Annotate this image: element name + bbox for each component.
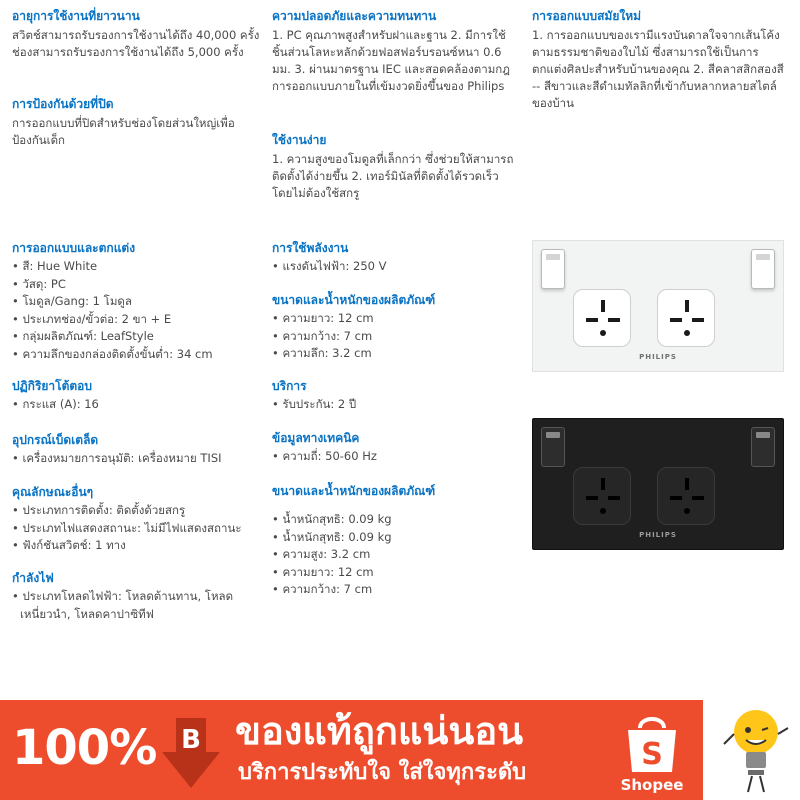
spec-item: • แรงดันไฟฟ้า: 250 V	[272, 258, 520, 276]
indicator-led	[546, 254, 560, 260]
indicator-led	[756, 254, 770, 260]
section-safety	[272, 8, 520, 95]
spec-dimensions	[272, 292, 520, 363]
shopping-bag-icon	[612, 714, 692, 776]
spec-item: • ความลึกของกล่องติดตั้งขั้นต่ำ: 34 cm	[12, 346, 260, 364]
spec-design	[12, 240, 260, 363]
brand-logo: PHILIPS	[639, 531, 677, 539]
spec-service	[272, 378, 520, 414]
switch-toggle-right	[751, 249, 775, 289]
spec-item: • ประเภทการติดตั้ง: ติดตั้งด้วยสกรู	[12, 502, 266, 520]
spec-item: • ฟังก์ชันสวิตช์: 1 ทาง	[12, 537, 266, 555]
spec-design-list	[12, 258, 260, 363]
spec-technical	[272, 430, 520, 466]
spec-item: • น้ำหนักสุทธิ: 0.09 kg	[272, 529, 520, 547]
banner-main-text: ของแท้ถูกแน่นอน	[235, 709, 524, 753]
spec-service-list	[272, 396, 520, 414]
spec-service-title: บริการ	[272, 379, 307, 393]
promo-banner-background	[0, 700, 703, 800]
spec-item: • วัสดุ: PC	[12, 276, 260, 294]
switch-toggle-left	[541, 427, 565, 467]
spec-item: • ประเภทไฟแสดงสถานะ: ไม่มีไฟแสดงสถานะ	[12, 520, 266, 538]
socket-outlet-right	[657, 289, 715, 347]
indicator-led	[546, 432, 560, 438]
spec-item: • ความยาว: 12 cm	[272, 564, 520, 582]
section-lifetime-text: สวิตช์สามารถรับรองการใช้งานได้ถึง 40,000 ครั้ง ช่องสามารถรับรองการใช้งานได้ถึง 5,000 ครั้ง	[12, 28, 260, 59]
socket-outlet-left	[573, 289, 631, 347]
spec-power-list	[12, 588, 260, 623]
spec-item: • เครื่องหมายการอนุมัติ: เครื่องหมาย TISI	[12, 450, 260, 468]
spec-energy-title: การใช้พลังงาน	[272, 241, 349, 255]
spec-accessory-title: อุปกรณ์เบ็ดเตล็ด	[12, 433, 99, 447]
banner-sub-text: บริการประทับใจ ใส่ใจทุกระดับ	[238, 760, 527, 785]
section-shutter-text: การออกแบบที่ปิดสำหรับช่องโดยส่วนใหญ่เพื่อป้องกันเด็ก	[12, 116, 235, 147]
spec-item: • ประเภทโหลดไฟฟ้า: โหลดต้านทาน, โหลดเหนี่ยวนำ, โหลดคาปาซิทีฟ	[12, 588, 260, 623]
spec-item: • ความสูง: 3.2 cm	[272, 546, 520, 564]
down-arrow-badge-icon	[162, 718, 220, 788]
spec-features-title: คุณลักษณะอื่นๆ	[12, 485, 94, 499]
section-easy-text: 1. ความสูงของโมดูลที่เล็กกว่า ซึ่งช่วยให้สามารถติดตั้งได้ง่ายขึ้น 2. เทอร์มินัลที่ติดตั้งได้รวดเร็ว โดยไม่ต้องใช้สกรู	[272, 152, 514, 200]
section-modern-text: 1. การออกแบบของเรามีแรงบันดาลใจจากเส้นโค้งตามธรรมชาติของใบไม้ ซึ่งสามารถใช้เป็นการตกแต่งศิลปะสำหรับบ้านของคุณ 2. สีคลาสสิกสองสี -- สีขาวและสีดำเมทัลลิกที่เข้ากับหลากหลายสไตล์ของบ้าน	[532, 28, 784, 110]
spec-performance-list	[12, 396, 260, 414]
svg-text:B: B	[181, 725, 201, 755]
section-easy-title: ใช้งานง่าย	[272, 133, 327, 147]
spec-item: • โมดูล/Gang: 1 โมดูล	[12, 293, 260, 311]
spec-power-title: กำลังไฟ	[12, 571, 54, 585]
spec-technical-list	[272, 448, 520, 466]
product-image-white	[532, 240, 784, 372]
spec-item: • กลุ่มผลิตภัณฑ์: LeafStyle	[12, 328, 260, 346]
spec-energy-list	[272, 258, 520, 276]
spec-dimensions-2-title: ขนาดและน้ำหนักของผลิตภัณฑ์	[272, 484, 436, 498]
lightbulb-mascot-icon	[712, 700, 800, 800]
spec-item: • ความลึก: 3.2 cm	[272, 345, 520, 363]
indicator-led	[756, 432, 770, 438]
spec-energy	[272, 240, 520, 276]
spec-dimensions-list	[272, 310, 520, 363]
spec-item: • สี: Hue White	[12, 258, 260, 276]
spec-performance-title: ปฏิกิริยาโต้ตอบ	[12, 379, 93, 393]
spec-design-title: การออกแบบและตกแต่ง	[12, 241, 136, 255]
section-lifetime	[12, 8, 260, 61]
section-modern	[532, 8, 788, 112]
section-lifetime-title: อายุการใช้งานที่ยาวนาน	[12, 9, 140, 23]
spec-technical-title: ข้อมูลทางเทคนิค	[272, 431, 360, 445]
section-easy	[272, 132, 520, 202]
section-safety-title: ความปลอดภัยและความทนทาน	[272, 9, 437, 23]
section-safety-text: 1. PC คุณภาพสูงสำหรับฝาและฐาน 2. มีการใช้ชิ้นส่วนโลหะหลักด้วยฟอสฟอร์บรอนซ์หนา 0.6 มม. 3. ผ่านมาตรฐาน IEC และสอดคล้องตามกฎการออกแบบภายในที่เข้มงวดยิ่งขึ้นของ Philips	[272, 28, 510, 93]
spec-item: • ความกว้าง: 7 cm	[272, 581, 520, 599]
spec-item: • ความถี่: 50-60 Hz	[272, 448, 520, 466]
spec-accessory-list	[12, 450, 260, 468]
spec-item: • กระแส (A): 16	[12, 396, 260, 414]
spec-dimensions-2-list	[272, 511, 520, 599]
spec-item: • ความกว้าง: 7 cm	[272, 328, 520, 346]
shopee-label: Shopee	[620, 776, 684, 794]
spec-item: • รับประกัน: 2 ปี	[272, 396, 520, 414]
switch-toggle-right	[751, 427, 775, 467]
spec-accessory	[12, 432, 260, 468]
spec-dimensions-2	[272, 483, 520, 599]
spec-item: • น้ำหนักสุทธิ: 0.09 kg	[272, 511, 520, 529]
percent-label: 100%	[12, 720, 157, 776]
spec-dimensions-title: ขนาดและน้ำหนักของผลิตภัณฑ์	[272, 293, 436, 307]
socket-outlet-left	[573, 467, 631, 525]
shopee-logo	[612, 714, 692, 794]
spec-item: • ประเภทช่อง/ขั้วต่อ: 2 ขา + E	[12, 311, 260, 329]
spec-item: • ความยาว: 12 cm	[272, 310, 520, 328]
section-shutter-title: การป้องกันด้วยที่ปิด	[12, 97, 114, 111]
spec-features-list	[12, 502, 266, 555]
section-modern-title: การออกแบบสมัยใหม่	[532, 9, 642, 23]
spec-performance	[12, 378, 260, 414]
svg-text:S: S	[641, 737, 663, 772]
promo-banner	[0, 700, 800, 800]
brand-logo: PHILIPS	[639, 353, 677, 361]
switch-toggle-left	[541, 249, 565, 289]
product-image-black	[532, 418, 784, 550]
section-shutter	[12, 96, 260, 149]
socket-outlet-right	[657, 467, 715, 525]
spec-features	[12, 484, 266, 555]
spec-power	[12, 570, 260, 623]
